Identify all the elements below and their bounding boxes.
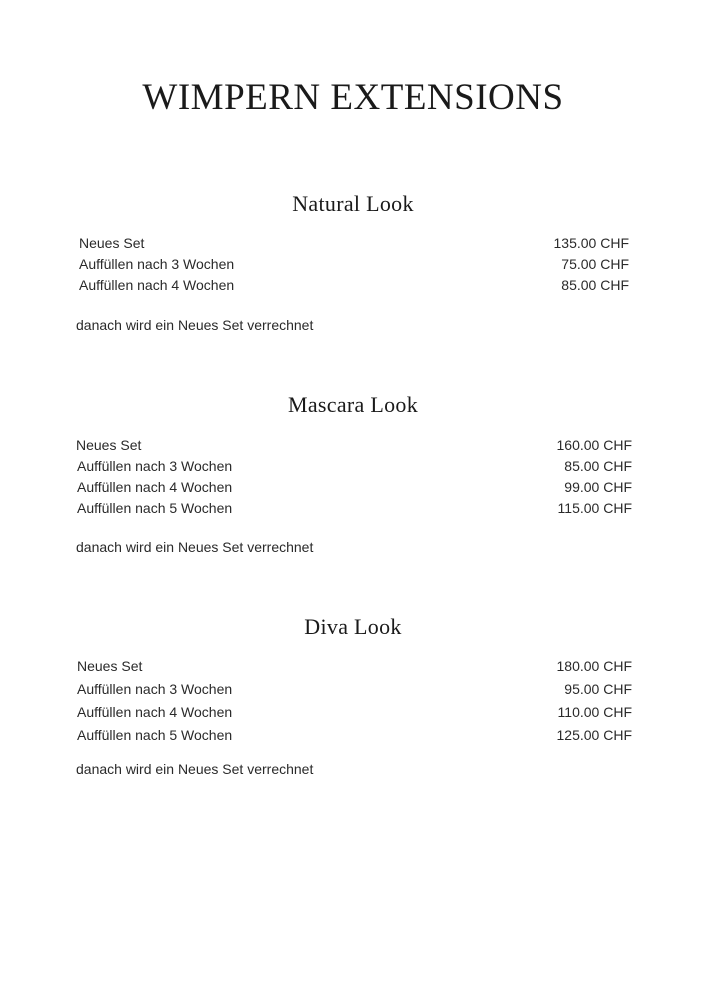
price-row (77, 477, 632, 497)
item-name: Neues Set (76, 437, 142, 453)
section-note: danach wird ein Neues Set verrechnet (76, 761, 314, 777)
item-name: Auffüllen nach 3 Wochen (77, 458, 233, 474)
item-name: Auffüllen nach 5 Wochen (77, 500, 233, 516)
item-price: 160.00 CHF (556, 437, 632, 453)
item-name: Auffüllen nach 4 Wochen (79, 277, 235, 293)
item-name: Auffüllen nach 3 Wochen (79, 256, 235, 272)
item-name: Auffüllen nach 3 Wochen (77, 681, 233, 697)
item-price: 85.00 CHF (561, 277, 629, 293)
item-name: Neues Set (77, 658, 143, 674)
item-price: 135.00 CHF (553, 235, 629, 251)
section-note: danach wird ein Neues Set verrechnet (76, 539, 314, 555)
item-price: 180.00 CHF (556, 658, 632, 674)
section-title: Diva Look (304, 614, 402, 639)
price-row (77, 456, 632, 476)
item-price: 125.00 CHF (556, 727, 632, 743)
page-title: WIMPERN EXTENSIONS (142, 77, 564, 118)
section-diva-look (0, 613, 706, 641)
price-row (77, 702, 632, 722)
item-name: Auffüllen nach 5 Wochen (77, 727, 233, 743)
item-price: 95.00 CHF (564, 681, 632, 697)
item-name: Auffüllen nach 4 Wochen (77, 479, 233, 495)
item-price: 85.00 CHF (564, 458, 632, 474)
item-price: 110.00 CHF (557, 704, 632, 720)
item-name: Neues Set (79, 235, 145, 251)
price-row (77, 656, 632, 676)
price-row (76, 435, 632, 455)
price-row (77, 498, 632, 518)
section-natural-look (0, 190, 706, 218)
item-price: 75.00 CHF (561, 256, 629, 272)
section-mascara-look (0, 391, 706, 419)
item-price: 115.00 CHF (557, 500, 632, 516)
price-row (77, 679, 632, 699)
price-row (79, 275, 629, 295)
section-title: Mascara Look (287, 392, 419, 417)
price-row (79, 254, 629, 274)
section-note: danach wird ein Neues Set verrechnet (76, 317, 314, 333)
price-row (77, 725, 632, 745)
price-row (79, 233, 629, 253)
item-price: 99.00 CHF (564, 479, 632, 495)
item-name: Auffüllen nach 4 Wochen (77, 704, 233, 720)
section-title: Natural Look (292, 191, 414, 216)
